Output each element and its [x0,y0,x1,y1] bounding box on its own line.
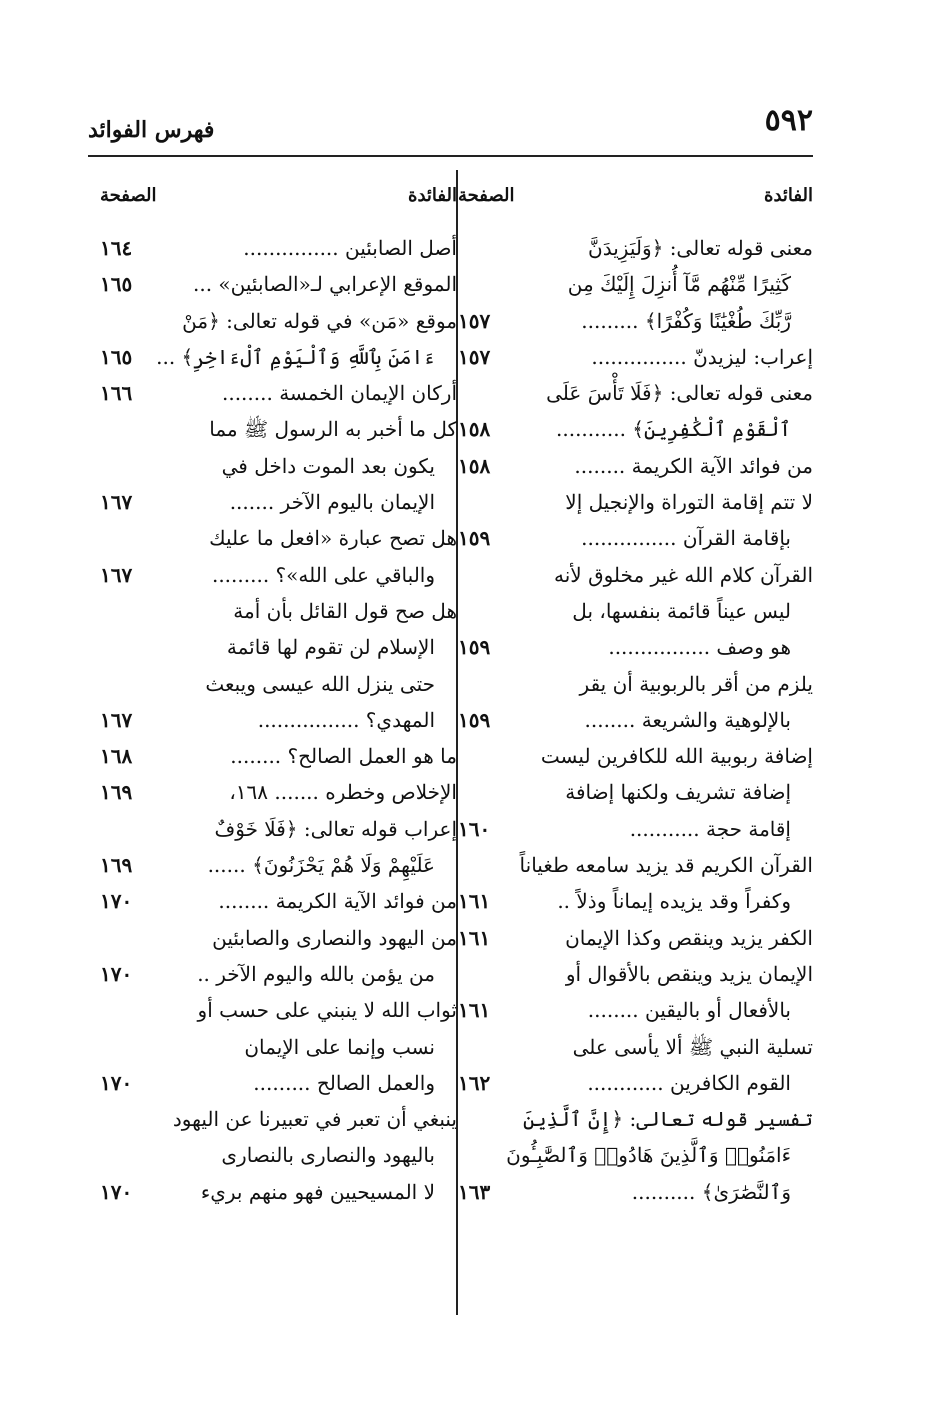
index-entry [100,520,457,593]
entry-line [100,992,457,1028]
entry-text: المهدي؟ ................ [257,707,435,732]
index-entry [458,448,813,484]
entry-text: ما هو العمل الصالح؟ ........ [230,744,457,769]
entry-line [458,593,813,629]
column-heading-page: الصفحة [100,185,157,206]
entry-page-number: ١٧٠ [100,1070,133,1095]
entry-line [100,484,457,520]
entry-text: أصل الصابئين ............... [243,236,457,260]
entry-text: هل صح قول القائل بأن أمة [233,598,457,623]
index-entry [100,811,457,884]
entry-page-number: ١٧٠ [100,1179,133,1204]
entry-line [458,1174,813,1210]
entry-page-number: ١٦٦ [100,381,133,406]
entry-line [458,1029,813,1065]
entry-text: هل تصح عبارة «افعل ما عليك [209,526,457,551]
entry-line [100,1029,457,1065]
entry-text: الإيمان يزيد وينقص بالأقوال أو [565,961,813,986]
index-entry [458,738,813,847]
entry-text: الإسلام لن تقوم لها قائمة [226,635,435,660]
column-header [458,170,813,230]
entry-text: القرآن كلام الله غير مخلوق لأنه [554,562,813,587]
entry-text: الموقع الإعرابي لـ«الصابئين» ... [193,272,457,297]
entry-line [458,666,813,702]
index-entry [458,920,813,956]
index-entry [458,557,813,666]
column-heading-page: الصفحة [458,185,515,206]
entry-text: ينبغي أن تعبر في تعبيرنا عن اليهود [172,1107,457,1132]
entry-text: تفسير قوله تعالى: ﴿إِنَّ ٱلَّذِينَ [523,1107,813,1132]
entry-text: أركان الإيمان الخمسة ........ [221,381,457,406]
entry-page-number: ١٥٩ [458,635,491,660]
entry-text: لا تتم إقامة التوراة والإنجيل إلا [565,490,813,515]
entry-line [458,702,813,738]
entry-text: يلزم من أقر بالربوبية أن يقر [579,671,813,696]
index-entry [100,992,457,1101]
entry-line [458,266,813,302]
entry-text: ءَامَنَ بِٱللَّهِ وَٱلْيَوْمِ ٱلْءَاخِرِ﴾ ... [156,344,435,369]
index-entry [458,1029,813,1102]
entry-line [458,774,813,810]
index-entry [100,593,457,738]
entry-line [100,339,457,375]
entry-list [100,230,457,1210]
entry-line [458,375,813,411]
entry-line [100,629,457,665]
entry-page-number: ١٥٩ [458,707,491,732]
entry-text: معنى قوله تعالى: ﴿وَلَيَزِيدَنَّ [588,236,813,260]
entry-line [458,520,813,556]
entry-text: الكفر يزيد وينقص وكذا الإيمان [565,925,813,950]
entry-line [458,339,813,375]
entry-page-number: ١٥٨ [458,417,491,442]
entry-line [100,520,457,556]
entry-text: ءَامَنُوا۟ وَٱلَّذِينَ هَادُوا۟ وَٱلصَّٰبِـُٔونَ [506,1143,791,1168]
entry-line [100,375,457,411]
entry-text: بالإلوهية والشريعة ........ [584,707,791,732]
entry-line [458,847,813,883]
entry-page-number: ١٦١ [458,889,491,914]
entry-text: عَلَيْهِمْ وَلَا هُمْ يَحْزَنُونَ﴾ ...... [207,853,435,878]
index-entry [100,266,457,302]
entry-page-number: ١٥٧ [458,308,491,333]
index-column-right [458,170,813,1320]
entry-line [458,811,813,847]
entry-text: القوم الكافرين ............ [587,1070,791,1095]
entry-line [100,557,457,593]
index-entry [100,774,457,810]
entry-page-number: ١٦٧ [100,707,133,732]
entry-line [458,1137,813,1173]
entry-line [458,883,813,919]
entry-line [100,1065,457,1101]
entry-text: كَثِيرًا مِّنْهُم مَّآ أُنزِلَ إِلَيْكَ مِن [567,272,791,297]
entry-page-number: ١٦٥ [100,272,133,297]
entry-text: إضافة تشريف ولكنها إضافة [565,780,791,805]
index-entry [100,738,457,774]
entry-page-number: ١٦٤ [100,236,133,260]
entry-page-number: ١٦١ [458,998,491,1023]
index-entry [458,230,813,339]
entry-line [100,303,457,339]
entry-text: لا المسيحيين فهو منهم بريء [200,1179,435,1204]
index-entry [100,920,457,993]
entry-line [100,847,457,883]
entry-text: بإقامة القرآن ............... [581,526,791,551]
index-column-left [100,170,457,1320]
entry-line [458,920,813,956]
entry-page-number: ١٧٠ [100,961,133,986]
entry-line [458,738,813,774]
entry-text: ليس عيناً قائمة بنفسها، بل [572,598,791,623]
entry-line [458,230,813,266]
entry-line [100,811,457,847]
index-entry [458,1101,813,1210]
entry-line [100,230,457,266]
index-entry [458,666,813,739]
entry-text: من اليهود والنصارى والصابئين [212,925,457,950]
index-entry [458,847,813,920]
entry-page-number: ١٧٠ [100,889,133,914]
index-entry [100,230,457,266]
index-entry [100,411,457,520]
entry-text: وكفراً وقد يزيده إيماناً وذلاً .. [557,889,791,914]
entry-text: القرآن الكريم قد يزيد سامعه طغياناً [519,853,813,878]
index-entry [100,375,457,411]
entry-text: باليهود والنصارى بالنصارى [221,1143,435,1168]
entry-text: يكون بعد الموت داخل في [221,453,435,478]
entry-line [458,956,813,992]
entry-text: من فوائد الآية الكريمة ........ [218,889,457,914]
entry-text: رَّبِّكَ طُغْيَٰنًا وَكُفْرًا﴾ ......... [581,308,791,333]
entry-line [100,448,457,484]
entry-line [458,1101,813,1137]
entry-page-number: ١٦٨ [100,744,133,769]
entry-text: حتى ينزل الله عيسى ويبعث [205,671,435,696]
entry-page-number: ١٦١ [458,925,491,950]
entry-text: موقع «مَن» في قوله تعالى: ﴿مَنْ [182,308,457,333]
index-entry [458,484,813,557]
index-entry [458,956,813,1029]
entry-text: والعمل الصالح ......... [253,1070,435,1095]
entry-line [100,1101,457,1137]
entry-line [100,956,457,992]
entry-list [458,230,813,1210]
entry-line [458,484,813,520]
entry-page-number: ١٦٣ [458,1179,491,1204]
entry-text: معنى قوله تعالى: ﴿فَلَا تَأْسَ عَلَى [546,381,813,406]
index-entry [100,883,457,919]
entry-line [100,666,457,702]
entry-text: من فوائد الآية الكريمة ........ [574,453,813,478]
entry-page-number: ١٥٩ [458,526,491,551]
column-heading-topic: الفائدة [764,185,813,206]
entry-text: هو وصف ................ [608,635,791,660]
entry-page-number: ١٦٧ [100,490,133,515]
entry-page-number: ١٥٧ [458,344,491,369]
index-entry [100,1101,457,1210]
entry-text: الإيمان باليوم الآخر ....... [229,490,435,515]
entry-line [458,448,813,484]
page-number: ٥٩٢ [764,103,813,138]
entry-text: إعراب: ليزيدنّ ............... [591,344,813,369]
entry-line [458,557,813,593]
entry-line [458,629,813,665]
entry-line [100,411,457,447]
entry-page-number: ١٥٨ [458,453,491,478]
page-title: فهرس الفوائد [88,117,215,143]
entry-page-number: ١٦٩ [100,853,133,878]
entry-text: إعراب قوله تعالى: ﴿فَلَا خَوْفٌ [214,816,457,841]
entry-text: كل ما أخبر به الرسول ﷺ مما [209,417,457,442]
page-header [88,95,813,157]
entry-text: والباقي على الله»؟ ......... [211,562,435,587]
entry-line [100,266,457,302]
entry-line [100,883,457,919]
entry-page-number: ١٦٢ [458,1070,491,1095]
column-header [100,170,457,230]
entry-line [458,992,813,1028]
entry-line [458,411,813,447]
entry-line [100,1137,457,1173]
index-entry [100,303,457,376]
entry-text: تسلية النبي ﷺ ألا يأسى على [572,1034,813,1059]
entry-line [458,303,813,339]
entry-page-number: ١٦٠ [458,816,491,841]
entry-line [100,702,457,738]
entry-text: من يؤمن بالله واليوم الآخر .. [197,961,435,986]
entry-text: إقامة حجة ........... [629,816,791,841]
entry-text: نسب وإنما على الإيمان [244,1034,435,1059]
entry-text: بالأفعال أو باليقين ........ [587,998,791,1023]
entry-page-number: ١٦٧ [100,562,133,587]
entry-line [100,593,457,629]
index-entry [458,339,813,375]
column-heading-topic: الفائدة [408,185,457,206]
entry-page-number: ١٦٩ [100,780,133,805]
entry-line [458,1065,813,1101]
entry-text: ثواب الله لا ينبني على حسب أو [197,998,457,1023]
index-entry [458,375,813,448]
entry-text: إضافة ربوبية الله للكافرين ليست [540,744,813,769]
entry-line [100,738,457,774]
entry-line [100,1174,457,1210]
entry-text: الإخلاص وخطره ....... ١٦٨، [229,780,457,805]
entry-text: وَٱلنَّصَٰرَىٰ﴾ .......... [631,1179,791,1204]
entry-page-number: ١٦٥ [100,344,133,369]
entry-line [100,920,457,956]
entry-line [100,774,457,810]
entry-text: ٱلْقَوْمِ ٱلْكَٰفِرِينَ﴾ ........... [556,417,791,442]
